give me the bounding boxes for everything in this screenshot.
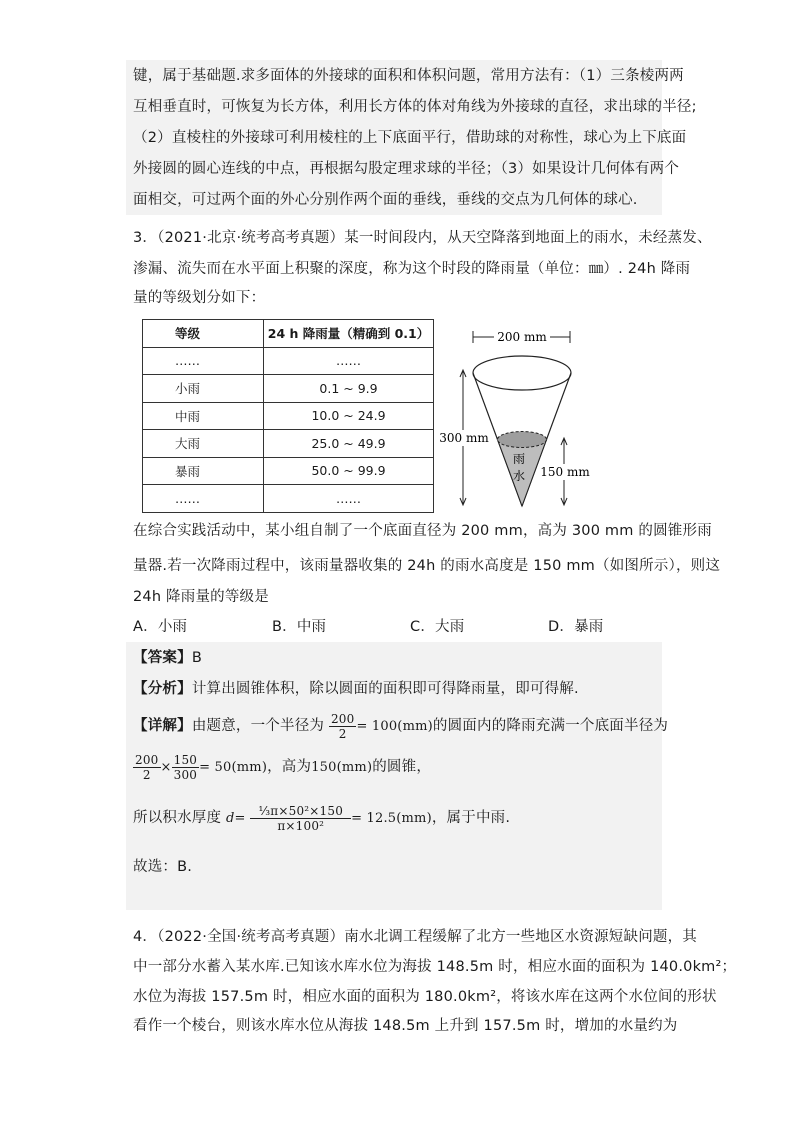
- table-row: [143, 347, 434, 375]
- intro-line: 键，属于基础题.求多面体的外接球的面积和体积问题，常用方法有：（1）三条棱两两: [133, 68, 684, 84]
- answer-label: 【答案】: [133, 650, 192, 666]
- detail-text: 的圆锥，: [372, 759, 432, 775]
- so-text: 所以积水厚度: [133, 810, 222, 826]
- cone-height-value: 150(mm): [311, 760, 373, 775]
- q4-line: 中一部分水蓄入某水库.已知该水库水位为海拔 148.5m 时，相应水面的面积为 140.0km²；: [133, 959, 737, 975]
- detail-text: ，高为: [267, 759, 312, 775]
- table-header: 24 h 降雨量（精确到 0.1）: [264, 320, 434, 348]
- q3-body-line: 量器.若一次降雨过程中，该雨量器收集的 24h 的雨水高度是 150 mm（如图所示），则这: [133, 558, 721, 574]
- table-cell: 10.0 ~ 24.9: [264, 402, 434, 430]
- equation-value: = 50(mm): [199, 760, 268, 775]
- table-cell: 中雨: [143, 402, 264, 430]
- water-surface: [498, 432, 547, 448]
- thickness-result: = 12.5(mm): [351, 811, 432, 826]
- table-cell: 小雨: [143, 375, 264, 403]
- detail-text: 由题意，一个半径为: [191, 718, 325, 734]
- q3-line: 量的等级划分如下：: [133, 290, 266, 306]
- detail-label: 【详解】: [133, 718, 192, 734]
- d-variable: d: [226, 811, 235, 826]
- answer-line: [133, 648, 202, 668]
- table-cell: 大雨: [143, 430, 264, 458]
- option-a[interactable]: A．小雨: [133, 619, 188, 635]
- equation-value: = 100(mm): [356, 719, 433, 734]
- intro-line: 外接圆的圆心连线的中点，再根据勾股定理求球的半径；（3）如果设计几何体有两个: [133, 161, 680, 177]
- choose-line: 故选：B.: [133, 859, 193, 875]
- analysis-label: 【分析】: [133, 681, 192, 697]
- table-cell: ……: [143, 485, 264, 513]
- so-end-text: ，属于中雨.: [431, 810, 511, 826]
- table-header: 等级: [143, 320, 264, 348]
- cone-rain-gauge-figure: [438, 320, 608, 520]
- q3-line: 渗漏、流失而在水平面上积聚的深度，称为这个时段的降雨量（单位：㎜）. 24h 降雨: [133, 261, 691, 277]
- water-label-2: 水: [512, 469, 526, 483]
- height-label: 300 mm: [439, 431, 489, 445]
- answer-value: B: [191, 650, 202, 666]
- table-cell: 50.0 ~ 99.9: [264, 457, 434, 485]
- cone-rim: [473, 356, 571, 390]
- table-cell: 暴雨: [143, 457, 264, 485]
- equals-sign: =: [234, 811, 246, 826]
- table-row: [143, 402, 434, 430]
- fraction-150-over-300: $\frac{150}{300}$: [173, 752, 198, 782]
- water-height-label: 150 mm: [540, 465, 590, 479]
- fraction-200-over-2: $\frac{200}{2}$: [330, 711, 355, 741]
- option-d[interactable]: D．暴雨: [548, 619, 604, 635]
- table-header-row: [143, 320, 434, 348]
- table-cell: ……: [143, 347, 264, 375]
- table-cell: ……: [264, 347, 434, 375]
- table-cell: ……: [264, 485, 434, 513]
- table-cell: 0.1 ~ 9.9: [264, 375, 434, 403]
- intro-line: 互相垂直时，可恢复为长方体，利用长方体的体对角线为外接球的直径，求出球的半径;: [133, 99, 697, 115]
- table-row: [143, 375, 434, 403]
- q3-body-line: 24h 降雨量的等级是: [133, 589, 269, 605]
- q4-line: 水位为海拔 157.5m 时，相应水面的面积为 180.0km²，将该水库在这两个水位间的形状: [133, 989, 717, 1005]
- intro-line: 面相交，可过两个面的外心分别作两个面的垂线，垂线的交点为几何体的球心.: [133, 192, 638, 208]
- option-b[interactable]: B．中雨: [272, 619, 327, 635]
- times-sign: ×: [160, 760, 172, 775]
- analysis-line: [133, 679, 579, 699]
- table-row: [143, 457, 434, 485]
- q3-body-line: 在综合实践活动中，某小组自制了一个底面直径为 200 mm，高为 300 mm 的圆锥形雨: [133, 523, 712, 539]
- detail-text: 的圆面内的降雨充满一个底面半径为: [432, 718, 669, 734]
- rainfall-grade-table: [142, 319, 434, 513]
- q4-line: 看作一个棱台，则该水库水位从海拔 148.5m 上升到 157.5m 时，增加的水量约为: [133, 1018, 678, 1034]
- option-c[interactable]: C．大雨: [410, 619, 465, 635]
- table-row: [143, 485, 434, 513]
- q3-line: 3．（2021·北京·统考高考真题）某一时间段内，从天空降落到地面上的雨水，未经蒸发、: [133, 230, 712, 246]
- top-width-label: 200 mm: [497, 330, 547, 344]
- detail-line-2: [133, 750, 431, 785]
- detail-line-3: [133, 796, 510, 841]
- detail-line-1: [133, 709, 668, 744]
- thickness-fraction: $\frac{\text{⅓π×50²×150}}{\text{π×100²}}$: [250, 804, 351, 833]
- table-cell: 25.0 ~ 49.9: [264, 430, 434, 458]
- fraction-200-over-2: $\frac{200}{2}$: [135, 752, 159, 782]
- table-row: [143, 430, 434, 458]
- water-label-1: 雨: [512, 452, 526, 466]
- analysis-text: 计算出圆锥体积，除以圆面的面积即可得降雨量，即可得解.: [191, 681, 579, 697]
- q4-line: 4．（2022·全国·统考高考真题）南水北调工程缓解了北方一些地区水资源短缺问题，其: [133, 929, 697, 945]
- intro-line: （2）直棱柱的外接球可利用棱柱的上下底面平行，借助球的对称性，球心为上下底面: [133, 130, 687, 146]
